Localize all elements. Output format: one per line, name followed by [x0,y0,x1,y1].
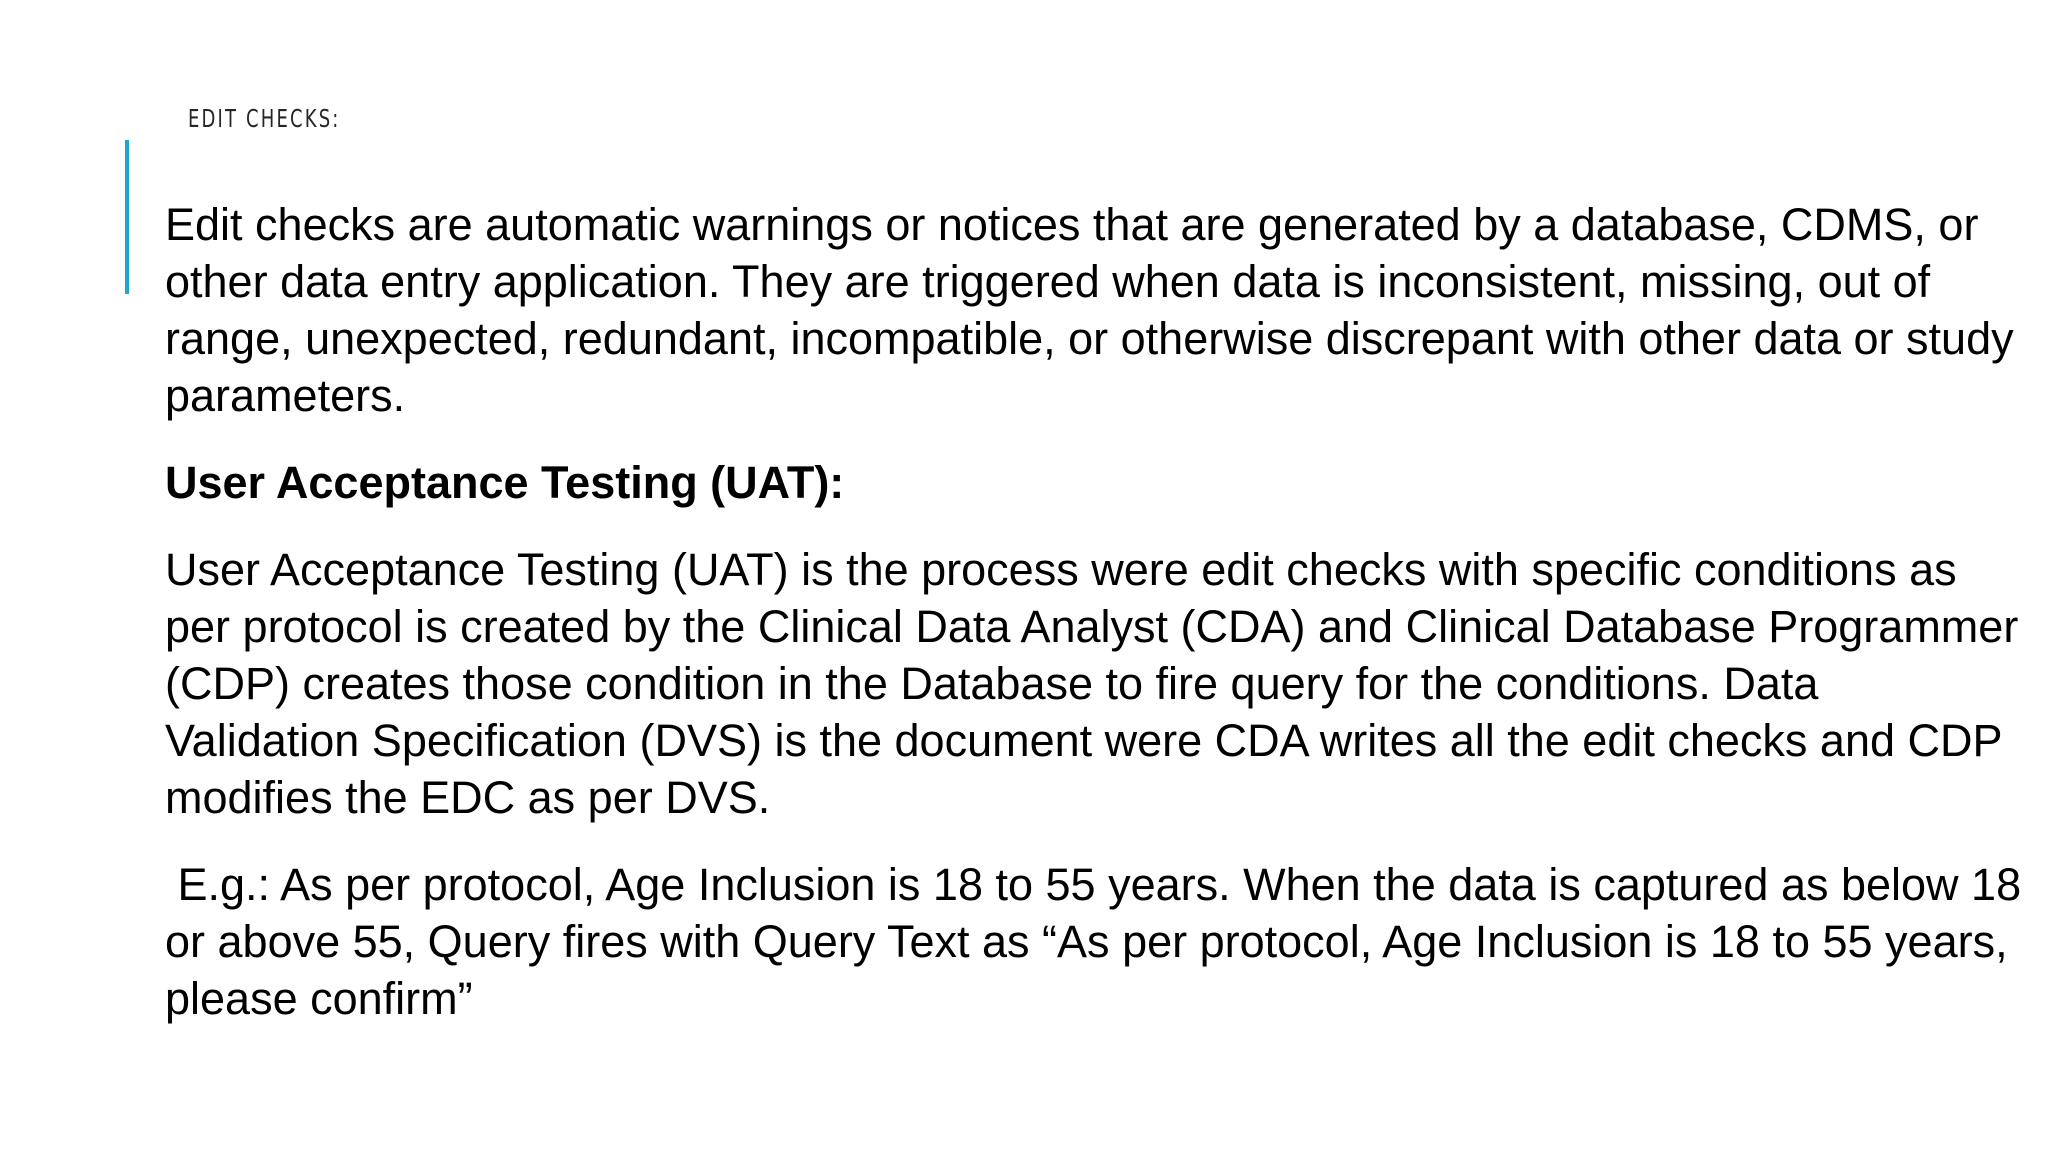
slide-content [165,196,2034,1057]
accent-bar [125,140,129,294]
intro-paragraph: Edit checks are automatic warnings or notices that are generated by a database, CDMS, or other data entry application. They are triggered when data is inconsistent, missing, out of range, unexpected, redundant, incompatible, or otherwise discrepant with other data or study parameters. [165,199,2014,421]
example-paragraph: E.g.: As per protocol, Age Inclusion is 18 to 55 years. When the data is captured as below 18 or above 55, Query fires with Query Text as “As per protocol, Age Inclusion is 18 to 55 years, please confirm” [165,859,2034,1024]
uat-heading: User Acceptance Testing (UAT): [165,457,845,508]
slide-title: EDIT CHECKS: [188,104,341,133]
uat-paragraph: User Acceptance Testing (UAT) is the process were edit checks with specific conditions as per protocol is created by the Clinical Data Analyst (CDA) and Clinical Database Programmer (CDP) creates those condition in the Database to fire query for the conditions. Data Validation Specification (DVS) is the document were CDA writes all the edit checks and CDP modifies the EDC as per DVS. [165,544,2019,823]
